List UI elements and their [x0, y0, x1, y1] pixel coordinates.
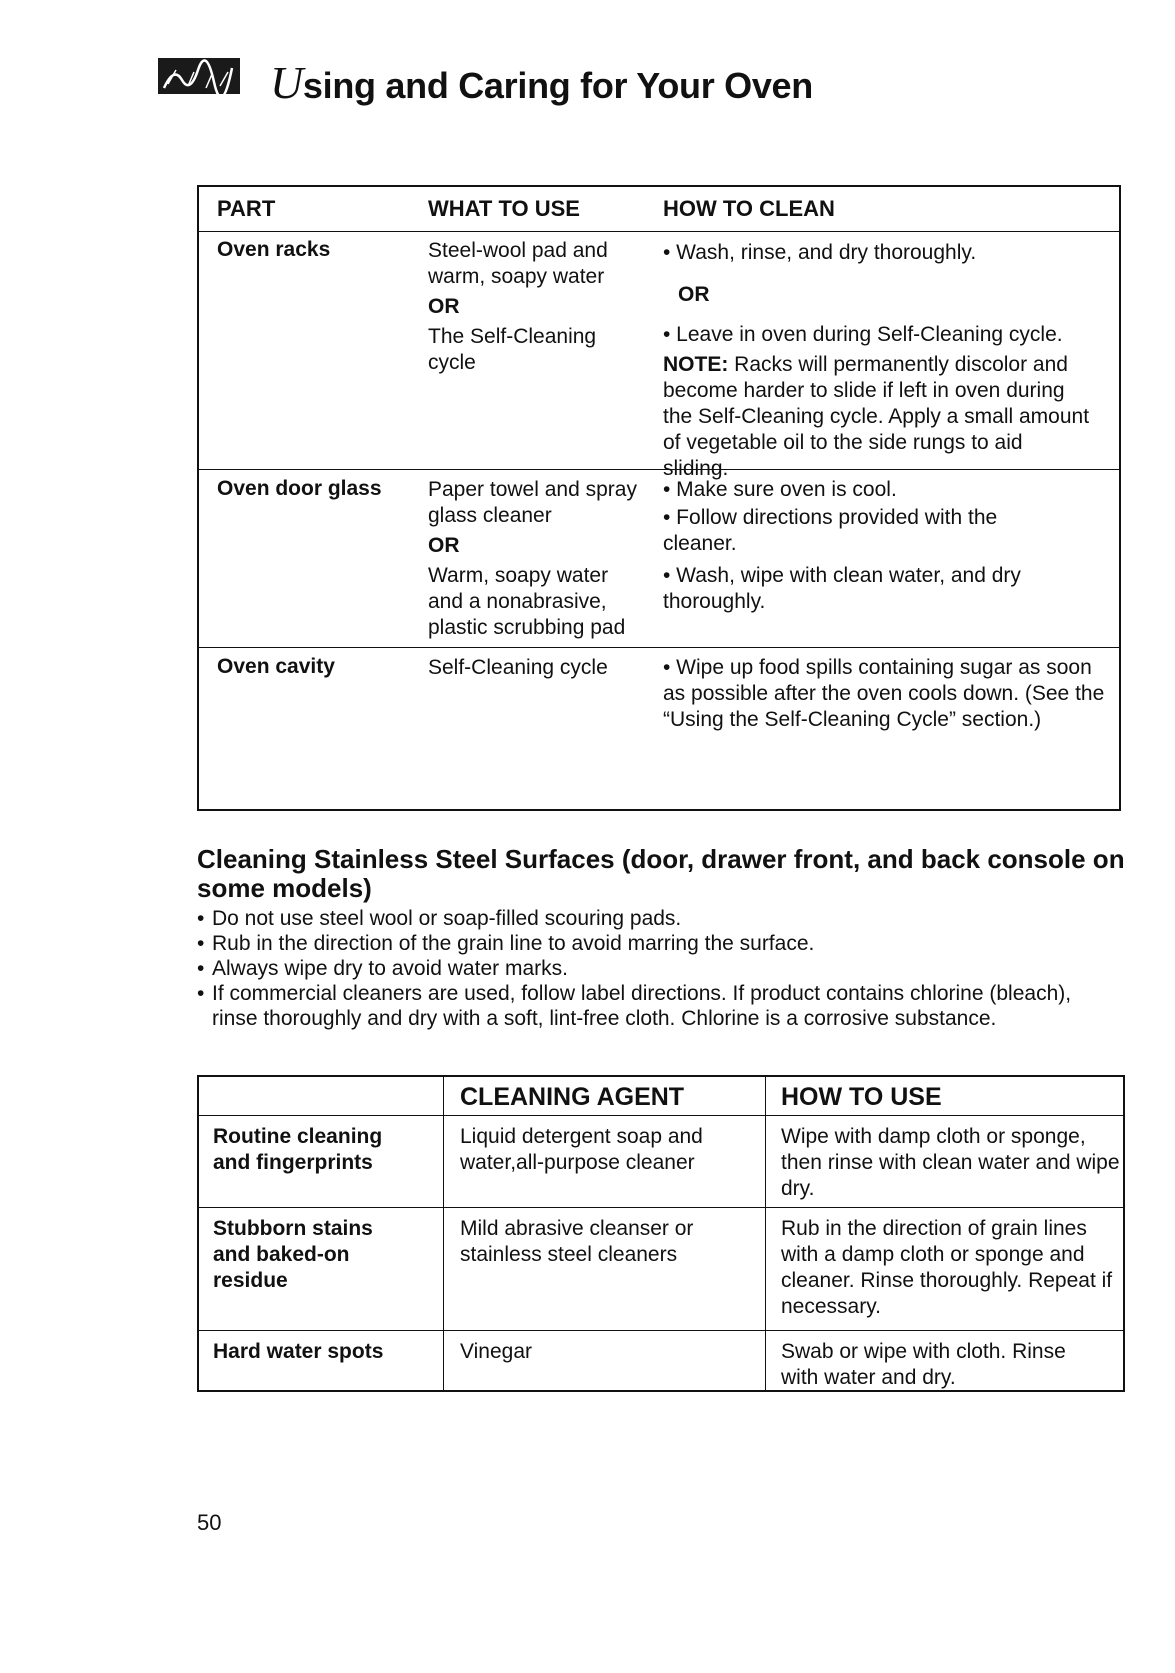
bullet-item: • Do not use steel wool or soap-filled scouring pads.	[197, 906, 1097, 931]
what-to-use	[428, 238, 648, 376]
how-step-2: • Follow directions provided with the cleaner.	[663, 506, 998, 555]
how-or: OR	[678, 283, 710, 306]
how-step-3: • Wash, wipe with clean water, and dry thoroughly.	[663, 564, 1021, 613]
how-to-use: Wipe with damp cloth or sponge, then rinse with clean water and wipe dry.	[781, 1125, 1120, 1200]
how-step-1: • Make sure oven is cool.	[663, 478, 897, 501]
cleaning-agent: Vinegar	[460, 1340, 533, 1363]
cleaning-agent: Liquid detergent soap and water,all-purpose cleaner	[460, 1125, 703, 1174]
what-option-2: The Self-Cleaning cycle	[428, 325, 597, 374]
bullet-item: • Always wipe dry to avoid water marks.	[197, 956, 1097, 981]
part-label: Oven cavity	[217, 655, 335, 678]
oven-cleaning-table	[197, 185, 1121, 811]
stainless-bullets	[197, 906, 1097, 1031]
section-heading: Cleaning Stainless Steel Surfaces (door, drawer front, and back console on some models)	[197, 844, 1125, 903]
row-divider	[199, 1330, 1123, 1331]
page-title	[270, 56, 813, 109]
header-how-to-clean: HOW TO CLEAN	[663, 196, 835, 221]
row-divider	[199, 1115, 1123, 1116]
table-header-row	[199, 187, 1119, 232]
table-row	[199, 469, 1119, 648]
how-step-2: • Leave in oven during Self-Cleaning cycle.	[663, 323, 1063, 346]
surface-label: Stubborn stains and baked-on residue	[213, 1217, 373, 1292]
rack-note	[663, 352, 1093, 482]
part-label: Oven racks	[217, 238, 331, 261]
surface-label: Hard water spots	[213, 1340, 384, 1363]
how-step-1: • Wash, rinse, and dry thoroughly.	[663, 241, 977, 264]
what-to-use: Self-Cleaning cycle	[428, 656, 608, 679]
cleaning-agent: Mild abrasive cleanser or stainless steel cleaners	[460, 1217, 694, 1266]
column-divider	[443, 1077, 444, 1390]
page-number: 50	[197, 1510, 222, 1535]
note-label: NOTE:	[663, 353, 729, 376]
header-part: PART	[217, 196, 276, 221]
table-row	[199, 647, 1119, 810]
header-what-to-use: WHAT TO USE	[428, 196, 580, 221]
bullet-item: • If commercial cleaners are used, follow label directions. If product contains chlorine (bleach), rinse thoroughly and dry with a soft, lint-free cloth. Chlorine is a corrosive substance.	[197, 981, 1072, 1031]
how-to-clean	[663, 477, 1113, 615]
what-to-use	[428, 477, 648, 641]
row-divider	[199, 1207, 1123, 1208]
how-step-1: • Wipe up food spills containing sugar as soon as possible after the oven cools down. (See the “Using the Self-Cleaning Cycle” section.)	[663, 656, 1105, 731]
bullet-item: • Rub in the direction of the grain line to avoid marring the surface.	[197, 931, 1097, 956]
header-how-to-use: HOW TO USE	[781, 1083, 942, 1111]
table-row	[199, 231, 1119, 480]
title-initial: U	[270, 57, 303, 108]
what-option-1: Paper towel and spray glass cleaner	[428, 478, 637, 527]
what-option-2: Warm, soapy water and a nonabrasive, plastic scrubbing pad	[428, 564, 626, 639]
header-cleaning-agent: CLEANING AGENT	[460, 1083, 685, 1111]
column-divider	[765, 1077, 766, 1390]
note-text: Racks will permanently discolor and become harder to slide if left in oven during the Self-Cleaning cycle. Apply a small amount of vegetable oil to the side rungs to aid sliding.	[663, 353, 1090, 480]
what-option-1: Steel-wool pad and warm, soapy water	[428, 239, 608, 288]
title-rest: sing and Caring for Your Oven	[302, 65, 813, 106]
brand-logo-icon	[158, 58, 240, 94]
surface-label: Routine cleaning and fingerprints	[213, 1125, 383, 1174]
stainless-cleaning-table	[197, 1075, 1125, 1392]
what-or: OR	[428, 534, 460, 557]
how-to-use: Swab or wipe with cloth. Rinse with water and dry.	[781, 1340, 1066, 1389]
part-label: Oven door glass	[217, 477, 382, 500]
what-or: OR	[428, 295, 460, 318]
how-to-use: Rub in the direction of grain lines with a damp cloth or sponge and cleaner. Rinse thoroughly. Repeat if necessary.	[781, 1217, 1113, 1318]
how-to-clean	[663, 240, 1113, 482]
